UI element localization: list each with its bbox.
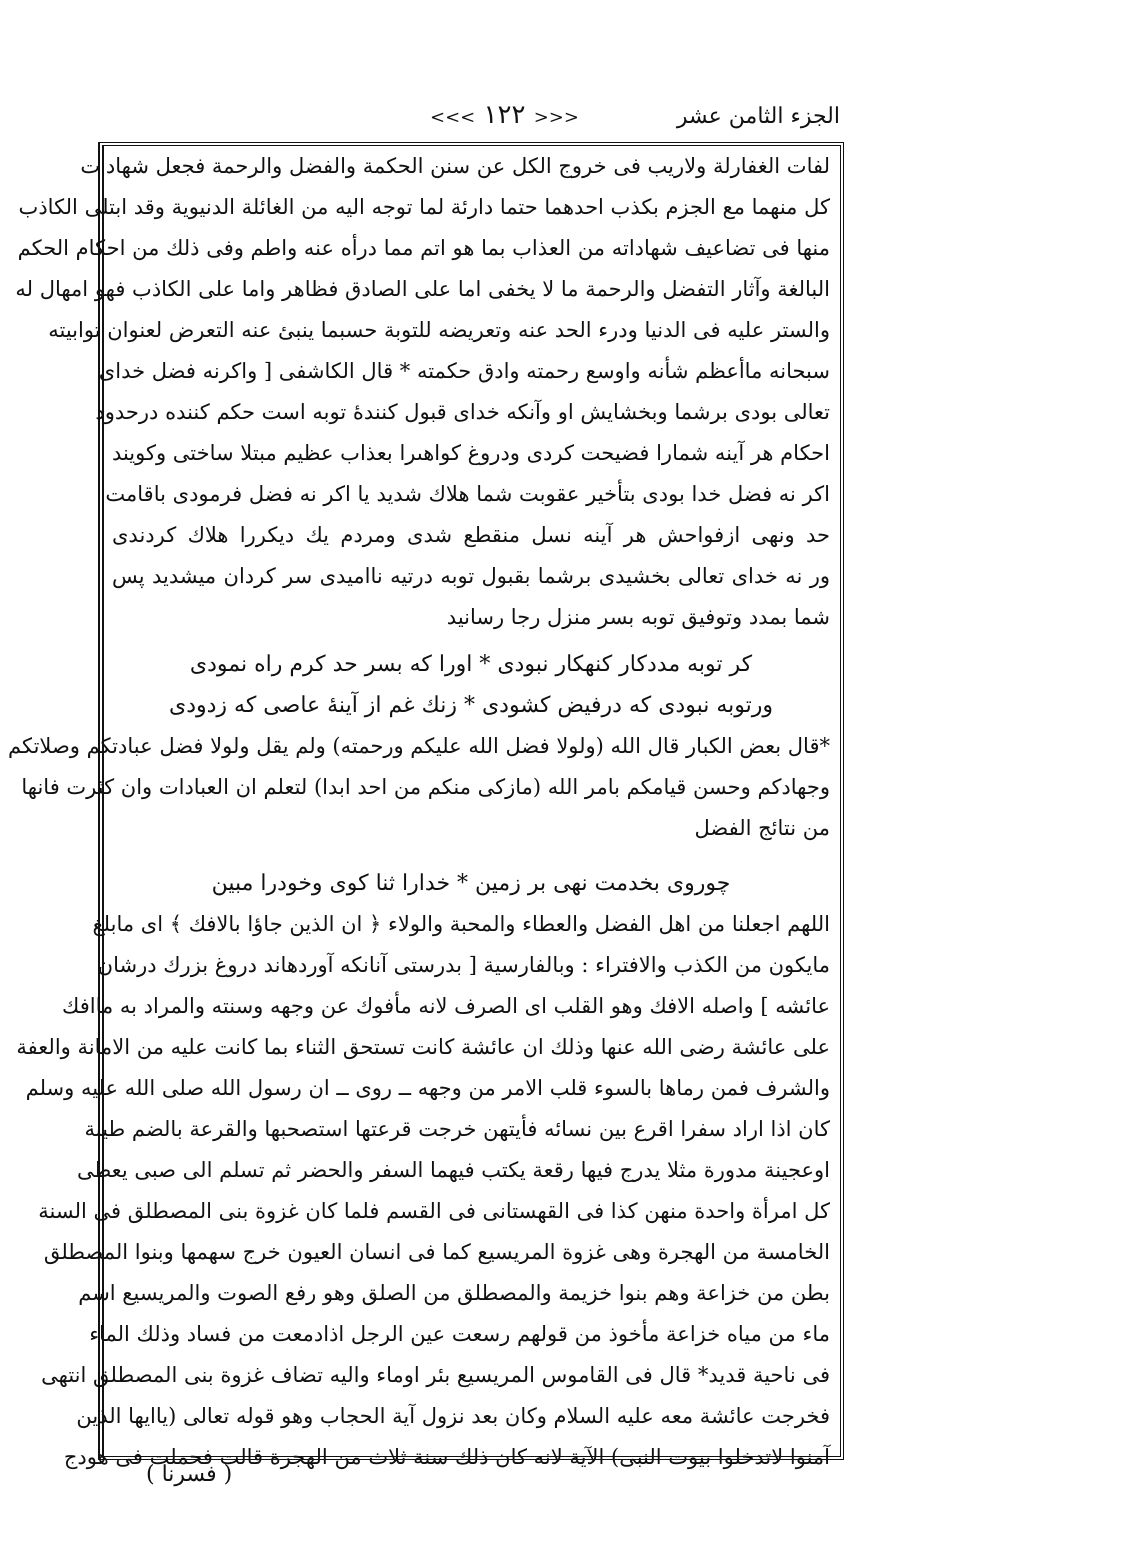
text-line: ور نه خداى تعالى بخشيدى برشما بقبول توبه درتيه نااميدى سر كردان ميشديد پس: [112, 564, 830, 588]
text-line: تعالى بودى برشما وبخشايش او وآنكه خداى قبول كنندهٔ توبه است حكم كننده درحدود: [95, 400, 830, 424]
text-line: اكر نه فضل خدا بودى بتأخير عقوبت شما هلاك شديد يا اكر نه فضل فرمودى باقامت: [105, 482, 830, 506]
part-title: الجزء الثامن عشر: [676, 104, 840, 129]
text-line: لفات الغفارلة ولاريب فى خروج الكل عن سنن الحكمة والفضل والرحمة فجعل شهادات: [80, 154, 830, 178]
text-line: اوعجينة مدورة مثلا يدرج فيها رقعة يكتب فيهما السفر والحضر ثم تسلم الى صبى يعطى: [76, 1158, 830, 1182]
text-line: آمنوا لاتدخلوا بيوت النبى) الآية لانه كان ذلك سنة ثلاث من الهجرة قالت فحملت فى هودج: [63, 1445, 830, 1469]
text-line: فخرجت عائشة معه عليه السلام وكان بعد نزول آية الحجاب وهو قوله تعالى (ياايها الذين: [76, 1404, 830, 1428]
ornament-left-icon: <<<: [430, 107, 476, 128]
page-number: ١٢٢: [483, 100, 526, 130]
text-line: سبحانه ماأعظم شأنه واوسع رحمته وادق حكمته * قال الكاشفى [ واكرنه فضل خداى: [98, 359, 830, 383]
text-line: بطن من خزاعة وهم بنوا خزيمة والمصطلق من الصلق وهو رفع الصوت والمريسيع اسم: [78, 1281, 830, 1305]
catchword: ( فسرنا ): [146, 1462, 233, 1487]
text-line: ماء من مياه خزاعة مأخوذ من قولهم رسعت عين الرجل اذادمعت من فساد وذلك الماء: [89, 1322, 830, 1346]
ornament-right-icon: >>>: [533, 107, 579, 128]
body-text: [8, 146, 830, 1478]
text-line: فى ناحية قديد* قال فى القاموس المريسيع بئر اوماء واليه تضاف غزوة بنى المصطلق انتهى: [41, 1363, 830, 1387]
text-line: والشرف فمن رماها بالسوء قلب الامر من وجهه ــ روى ــ ان رسول الله صلى الله عليه وسلم: [25, 1076, 830, 1100]
text-line: والستر عليه فى الدنيا ودرء الحد عنه وتعريضه للتوبة حسبما ينبئ عنه التعرض لعنوان توابيته: [48, 318, 830, 342]
text-line: حد ونهى ازفواحش هر آينه نسل منقطع شدى ومردم يك ديكررا هلاك كردندى: [112, 523, 830, 547]
text-line: مايكون من الكذب والافتراء : وبالفارسية [ بدرستى آنانكه آوردهاند دروغ بزرك درشان: [97, 953, 830, 977]
text-line: الخامسة من الهجرة وهى غزوة المريسيع كما فى انسان العيون خرج سهمها وبنوا المصطلق: [43, 1240, 830, 1264]
text-line: عائشه ] واصله الافك وهو القلب اى الصرف لانه مأفوك عن وجهه وسنته والمراد به ماافك: [62, 994, 830, 1018]
text-line: كان اذا اراد سفرا اقرع بين نسائه فأيتهن خرجت قرعتها استصحبها والقرعة بالضم طينة: [84, 1117, 830, 1141]
text-line: شما بمدد وتوفيق توبه بسر منزل رجا رسانيد: [446, 605, 830, 629]
verse-line: ورتوبه نبودى كه درفيض كشودى * زنك غم از آينهٔ عاصى كه زدودى: [168, 693, 773, 718]
text-line: اللهم اجعلنا من اهل الفضل والعطاء والمحبة والولاء ﴿ ان الذين جاؤا بالافك ﴾ اى مابلغ: [92, 912, 830, 936]
page-header: [100, 98, 840, 138]
text-line: *قال بعض الكبار قال الله (ولولا فضل الله عليكم ورحمته) ولم يقل ولولا فضل عبادتكم وصلاتكم: [8, 734, 830, 758]
text-line: وجهادكم وحسن قيامكم بامر الله (مازكى منكم من احد ابدا) لتعلم ان العبادات وان كثرت فانها: [21, 775, 830, 799]
text-line: منها فى تضاعيف شهاداته من العذاب بما هو اتم مما درأه عنه واطم وفى ذلك من احكام الحكم: [17, 236, 830, 260]
page-number-block: [430, 100, 579, 130]
text-line: كل امرأة واحدة منهن كذا فى القهستانى فى القسم فلما كان غزوة بنى المصطلق فى السنة: [38, 1199, 830, 1223]
text-line: كل منهما مع الجزم بكذب احدهما حتما دارئة لما توجه اليه من الغائلة الدنيوية وقد ابتلى الكاذب: [18, 195, 830, 219]
text-line: على عائشة رضى الله عنها وذلك ان عائشة كانت تستحق الثناء بما كانت عليه من الامانة والعفة: [16, 1035, 830, 1059]
verse-line: كر توبه مددكار كنهكار نبودى * اورا كه بسر حد كرم راه نمودى: [189, 652, 753, 677]
verse-line: چوروى بخدمت نهى بر زمين * خدارا ثنا كوى وخودرا مبين: [211, 871, 731, 896]
text-line: البالغة وآثار التفضل والرحمة ما لا يخفى اما على الصادق فظاهر واما على الكاذب فهو امهال له: [15, 277, 830, 301]
text-line: احكام هر آينه شمارا فضيحت كردى ودروغ كواهىرا بعذاب عظيم مبتلا ساختى وكويند: [111, 441, 830, 465]
text-line: من نتائج الفضل: [694, 816, 830, 840]
